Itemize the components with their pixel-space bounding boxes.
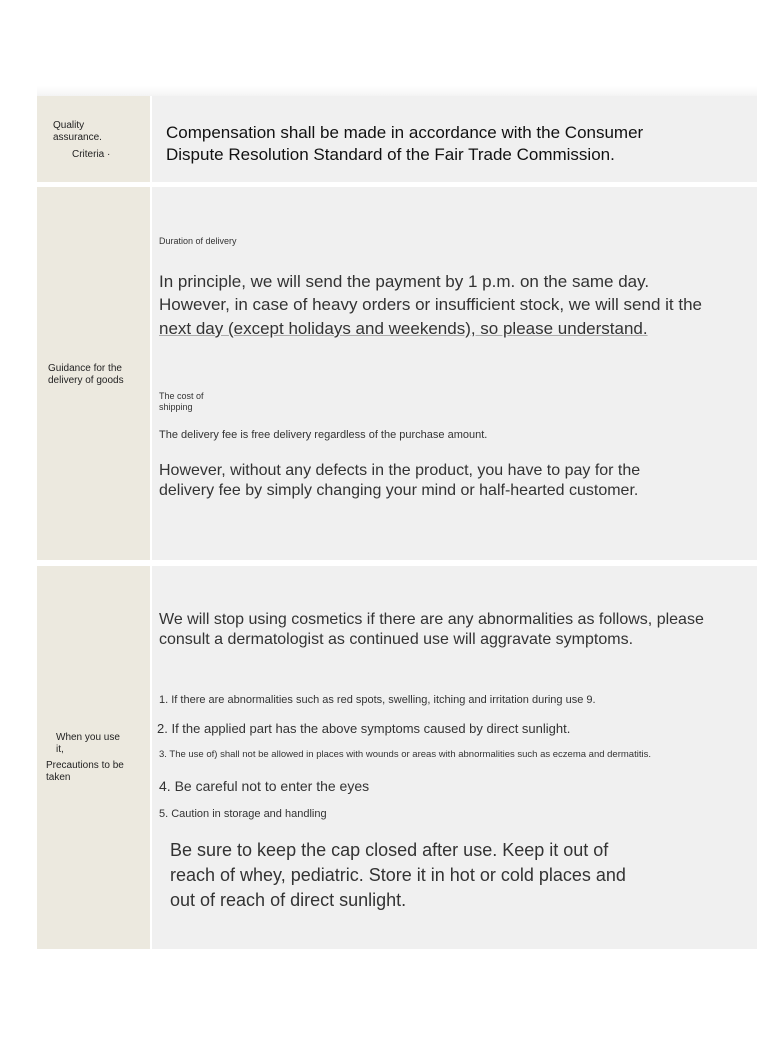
duration-heading: Duration of delivery xyxy=(159,236,237,246)
precautions-label-cell xyxy=(37,566,150,949)
delivery-label-line1: Guidance for the xyxy=(48,363,122,374)
quality-text-line2: Dispute Resolution Standard of the Fair Trade Commission. xyxy=(166,145,615,164)
precaution-item-4: 4. Be careful not to enter the eyes xyxy=(159,778,370,794)
quality-text-line1: Compensation shall be made in accordance with the Consumer xyxy=(166,123,644,142)
delivery-label-cell xyxy=(37,187,150,560)
precautions-row xyxy=(37,566,757,949)
duration-line3: next day (except holidays and weekends), so please understand. xyxy=(159,319,648,338)
precautions-content-cell xyxy=(152,566,757,949)
quality-label-line2: assurance. xyxy=(53,132,102,143)
duration-line2: However, in case of heavy orders or insufficient stock, we will send it the xyxy=(159,295,702,314)
precautions-label-line2: it, xyxy=(56,744,64,755)
quality-assurance-row xyxy=(37,96,757,182)
quality-label-line3: Criteria · xyxy=(72,149,111,160)
quality-label-line1: Quality xyxy=(53,120,85,131)
precautions-label-line4: taken xyxy=(46,772,71,783)
storage-line2: reach of whey, pediatric. Store it in hot or cold places and xyxy=(170,865,626,885)
cost-line1: However, without any defects in the product, you have to pay for the xyxy=(159,462,641,479)
delivery-label-line2: delivery of goods xyxy=(48,375,124,386)
storage-line3: out of reach of direct sunlight. xyxy=(170,890,407,910)
cost-line2: delivery fee by simply changing your mind or half-hearted customer. xyxy=(159,482,639,499)
precautions-label-line3: Precautions to be xyxy=(46,760,124,771)
precaution-item-3: 3. The use of) shall not be allowed in places with wounds or areas with abnormalities such as eczema and dermatitis. xyxy=(159,749,651,760)
precaution-item-1: 1. If there are abnormalities such as red spots, swelling, itching and irritation during use 9. xyxy=(159,694,596,706)
storage-line1: Be sure to keep the cap closed after use. Keep it out of xyxy=(170,840,609,860)
cost-free-text: The delivery fee is free delivery regardless of the purchase amount. xyxy=(159,429,488,441)
cost-heading-line1: The cost of xyxy=(159,391,204,401)
precautions-intro-line2: consult a dermatologist as continued use will aggravate symptoms. xyxy=(159,631,634,648)
top-fade xyxy=(37,86,757,96)
cost-heading-line2: shipping xyxy=(159,402,193,412)
quality-assurance-label-cell xyxy=(37,96,150,182)
quality-assurance-content-cell xyxy=(152,96,757,182)
precaution-item-2: 2. If the applied part has the above symptoms caused by direct sunlight. xyxy=(157,721,571,736)
precaution-item-5: 5. Caution in storage and handling xyxy=(159,808,327,820)
duration-line1: In principle, we will send the payment by 1 p.m. on the same day. xyxy=(159,272,650,291)
delivery-guidance-row xyxy=(37,187,757,560)
delivery-content-cell xyxy=(152,187,757,560)
precautions-intro-line1: We will stop using cosmetics if there are any abnormalities as follows, please xyxy=(159,611,704,628)
precautions-label-line1: When you use xyxy=(56,732,120,743)
